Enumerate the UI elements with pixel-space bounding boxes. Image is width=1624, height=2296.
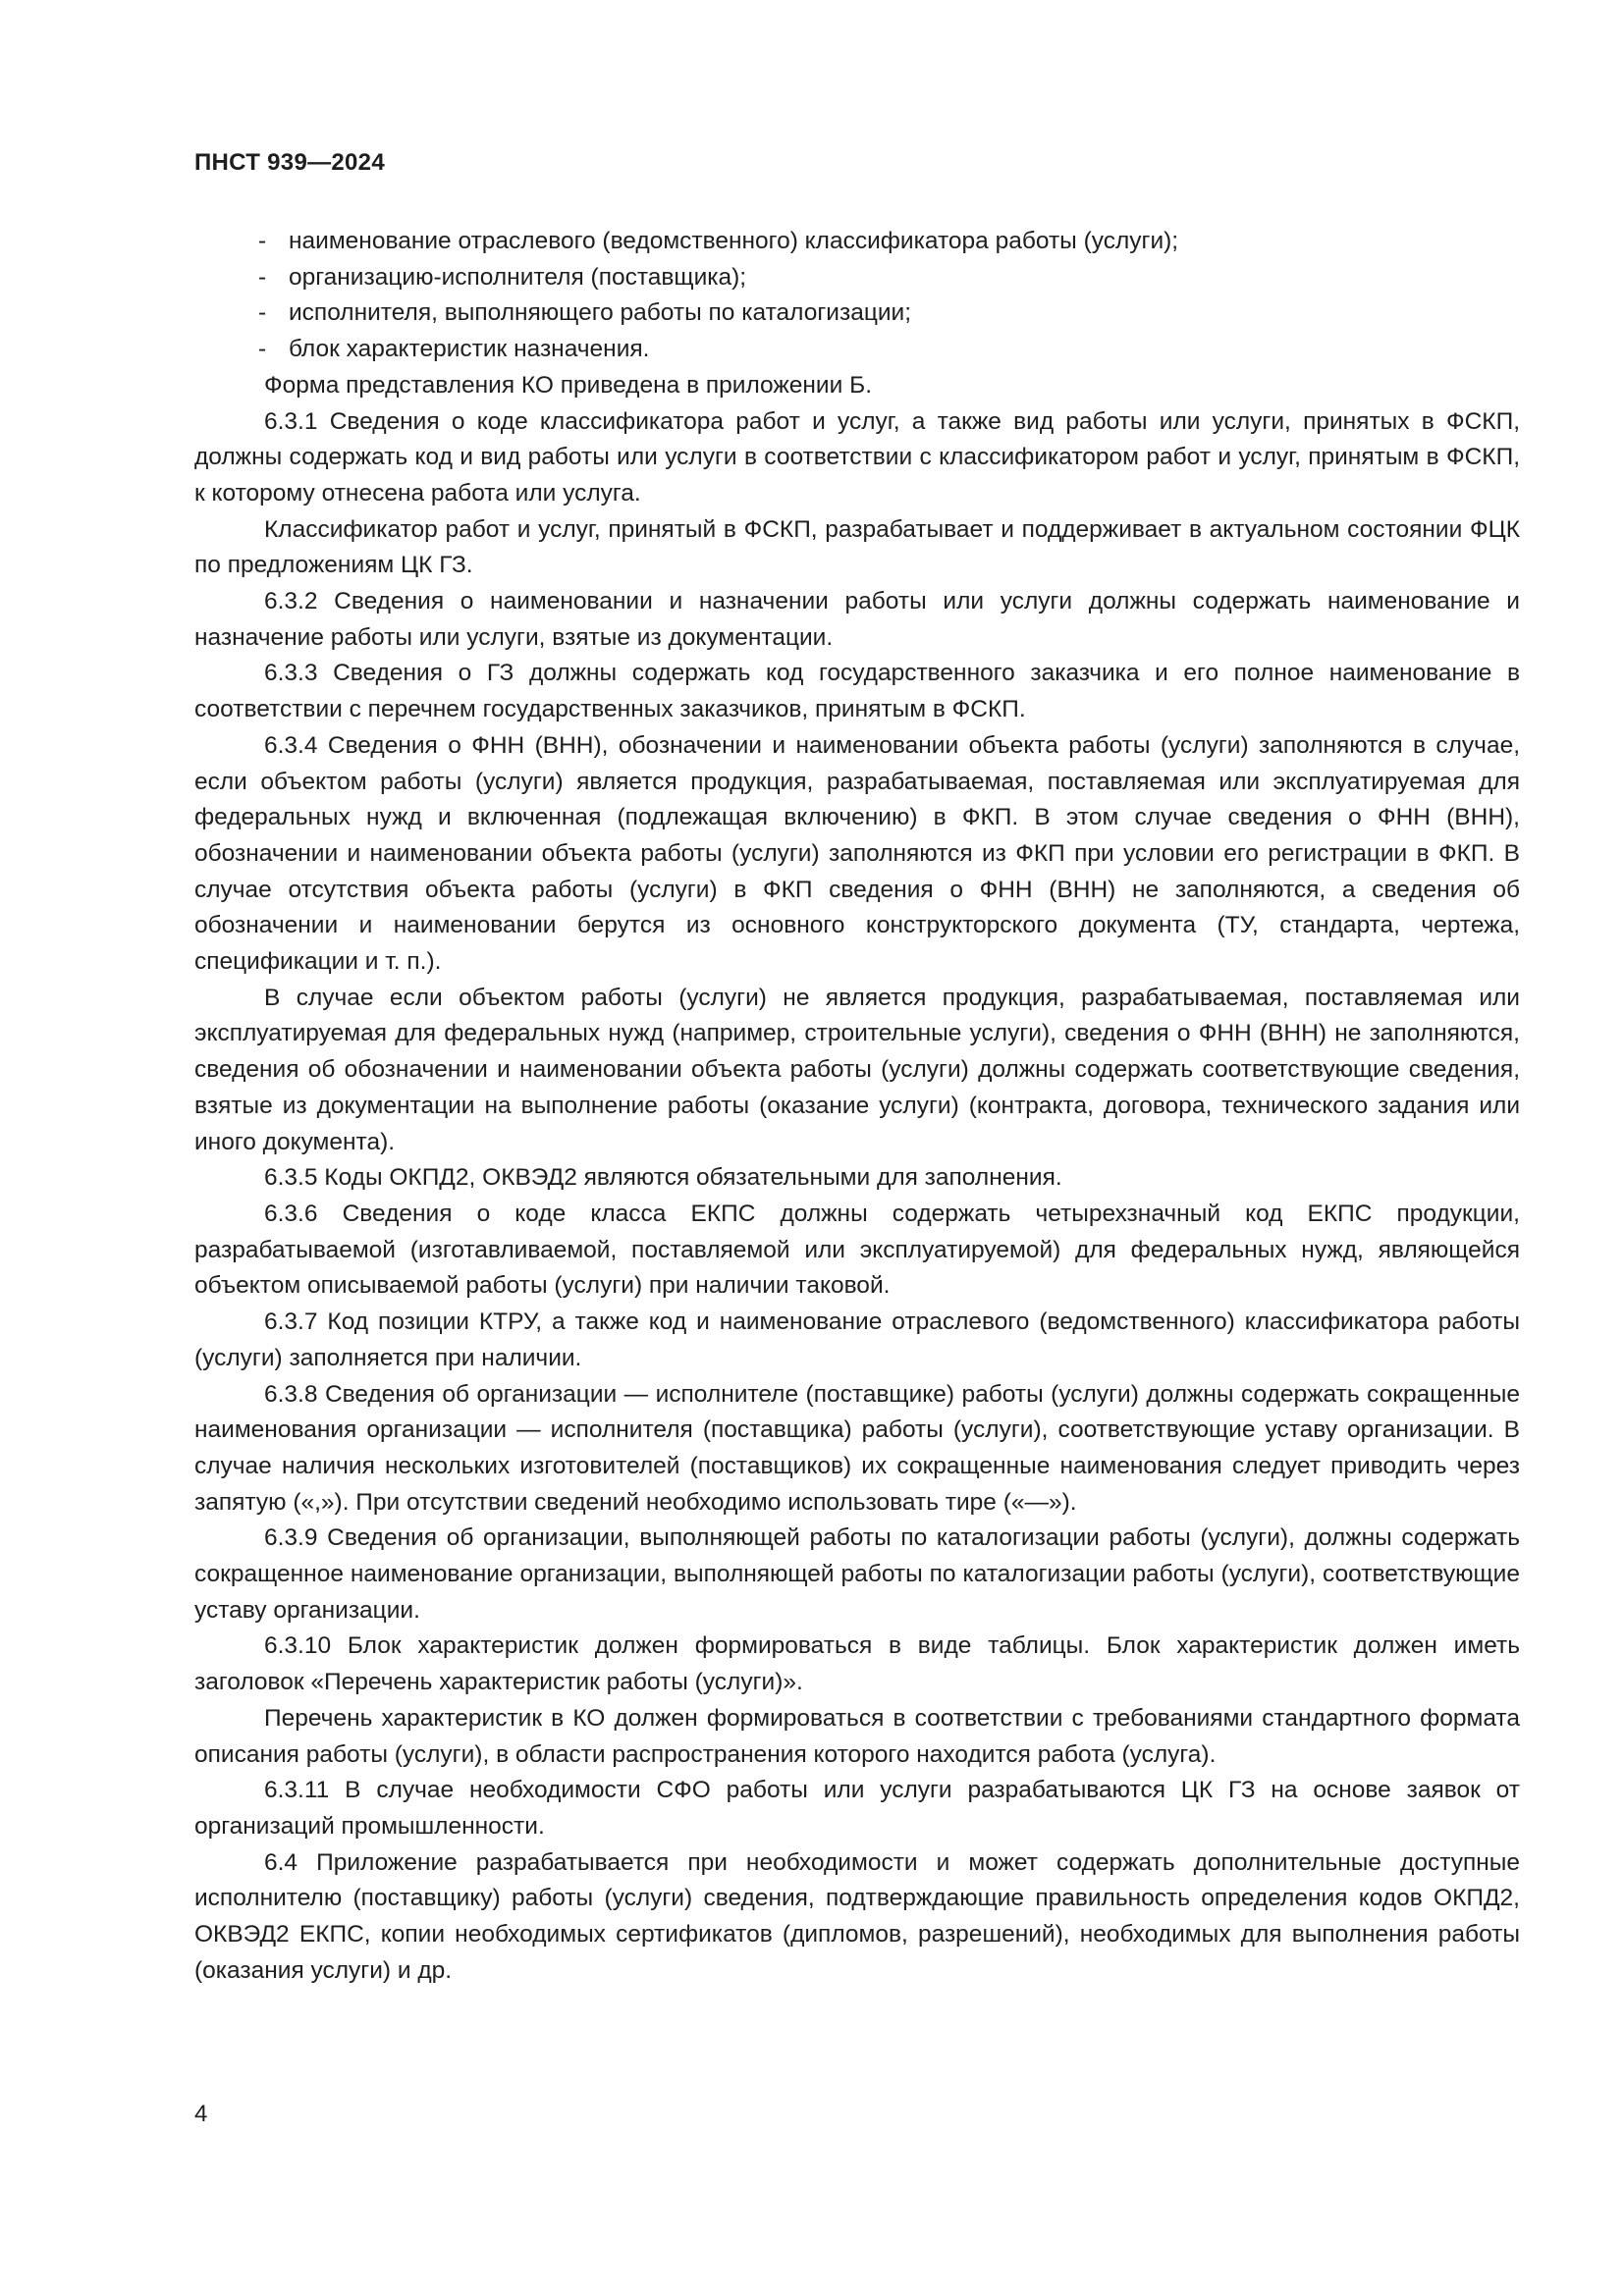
paragraph-6-3-10: 6.3.10 Блок характеристик должен формироваться в виде таблицы. Блок характеристик должен иметь заголовок «Перечень характеристик работы (услуги)». [194, 1632, 1520, 1696]
paragraph-6-3-4: 6.3.4 Сведения о ФНН (ВНН), обозначении и наименовании объекта работы (услуги) заполняются в случае, если объектом работы (услуги) является продукция, разрабатываемая, поставляемая или эксплуатируемая для федеральных нужд и включенная (подлежащая включению) в ФКП. В этом случае сведения о ФНН (ВНН), обозначении и наименовании объекта работы (услуги) заполняются из ФКП при условии его регистрации в ФКП. В случае отсутствия объекта работы (услуги) в ФКП сведения о ФНН (ВНН) не заполняются, а сведения об обозначении и наименовании берутся из основного конструкторского документа (ТУ, стандарта, чертежа, спецификации и т. п.). [194, 731, 1520, 976]
paragraph-6-3-9: 6.3.9 Сведения об организации, выполняющей работы по каталогизации работы (услуги), должны содержать сокращенное наименование организации, выполняющей работы по каталогизации работы (услуги), соответствующие уставу организации. [194, 1524, 1520, 1624]
paragraph-6-3-8: 6.3.8 Сведения об организации — исполнителе (поставщике) работы (услуги) должны содержать сокращенные наименования организации — исполнителя (поставщика) работы (услуги), соответствующие уставу организации. В случае наличия нескольких изготовителей (поставщиков) их сокращенные наименования следует приводить через запятую («,»). При отсутствии сведений необходимо использовать тире («—»). [194, 1380, 1520, 1516]
paragraph-form-reference: Форма представления КО приведена в приложении Б. [264, 371, 872, 399]
paragraph-6-3-2: 6.3.2 Сведения о наименовании и назначении работы или услуги должны содержать наименование и назначение работы или услуги, взятые из документации. [194, 588, 1520, 651]
paragraph-6-3-6: 6.3.6 Сведения о коде класса ЕКПС должны содержать четырехзначный код ЕКПС продукции, разрабатываемой (изготавливаемой, поставляемой или эксплуатируемой) для федеральных нужд, являющейся объектом описываемой работы (услуги) при наличии таковой. [194, 1200, 1520, 1300]
requirements-list [194, 224, 1520, 368]
paragraph-non-product-object: В случае если объектом работы (услуги) не является продукция, разрабатываемая, поставляемая или эксплуатируемая для федеральных нужд (например, строительные услуги), сведения о ФНН (ВНН) не заполняются, сведения об обозначении и наименовании объекта работы (услуги) должны содержать соответствующие сведения, взятые из документации на выполнение работы (оказание услуги) (контракта, договора, технического задания или иного документа). [194, 984, 1520, 1155]
paragraph-6-3-5: 6.3.5 Коды ОКПД2, ОКВЭД2 являются обязательными для заполнения. [264, 1164, 1062, 1192]
paragraph-6-3-7: 6.3.7 Код позиции КТРУ, а также код и наименование отраслевого (ведомственного) классификатора работы (услуги) заполняется при наличии. [194, 1308, 1520, 1371]
paragraph-6-4: 6.4 Приложение разрабатывается при необходимости и может содержать дополнительные доступные исполнителю (поставщику) работы (услуги) сведения, подтверждающие правильность определения кодов ОКПД2, ОКВЭД2 ЕКПС, копии необходимых сертификатов (дипломов, разрешений), необходимых для выполнения работы (оказания услуги) и др. [194, 1848, 1520, 1984]
list-item: - наименование отраслевого (ведомственного) классификатора работы (услуги); [194, 224, 1520, 260]
document-id: ПНСТ 939—2024 [194, 149, 385, 176]
list-item: - организацию-исполнителя (поставщика); [194, 260, 1520, 296]
paragraph-characteristics-list: Перечень характеристик в КО должен формироваться в соответствии с требованиями стандартного формата описания работы (услуги), в области распространения которого находится работа (услуга). [194, 1704, 1520, 1768]
paragraph-6-3-3: 6.3.3 Сведения о ГЗ должны содержать код государственного заказчика и его полное наименование в соответствии с перечнем государственных заказчиков, принятым в ФСКП. [194, 660, 1520, 723]
document-body [194, 224, 1520, 1989]
list-item: - исполнителя, выполняющего работы по каталогизации; [194, 295, 1520, 332]
paragraph-6-3-11: 6.3.11 В случае необходимости СФО работы или услуги разрабатываются ЦК ГЗ на основе заявок от организаций промышленности. [194, 1777, 1520, 1840]
paragraph-classifier-maintenance: Классификатор работ и услуг, принятый в ФСКП, разрабатывает и поддерживает в актуальном состоянии ФЦК по предложениям ЦК ГЗ. [194, 515, 1520, 579]
list-item: - блок характеристик назначения. [194, 332, 1520, 368]
page-number: 4 [194, 2101, 208, 2127]
paragraph-6-3-1: 6.3.1 Сведения о коде классификатора работ и услуг, а также вид работы или услуги, принятых в ФСКП, должны содержать код и вид работы или услуги в соответствии с классификатором работ и услуг, принятым в ФСКП, к которому отнесена работа или услуга. [194, 407, 1520, 507]
